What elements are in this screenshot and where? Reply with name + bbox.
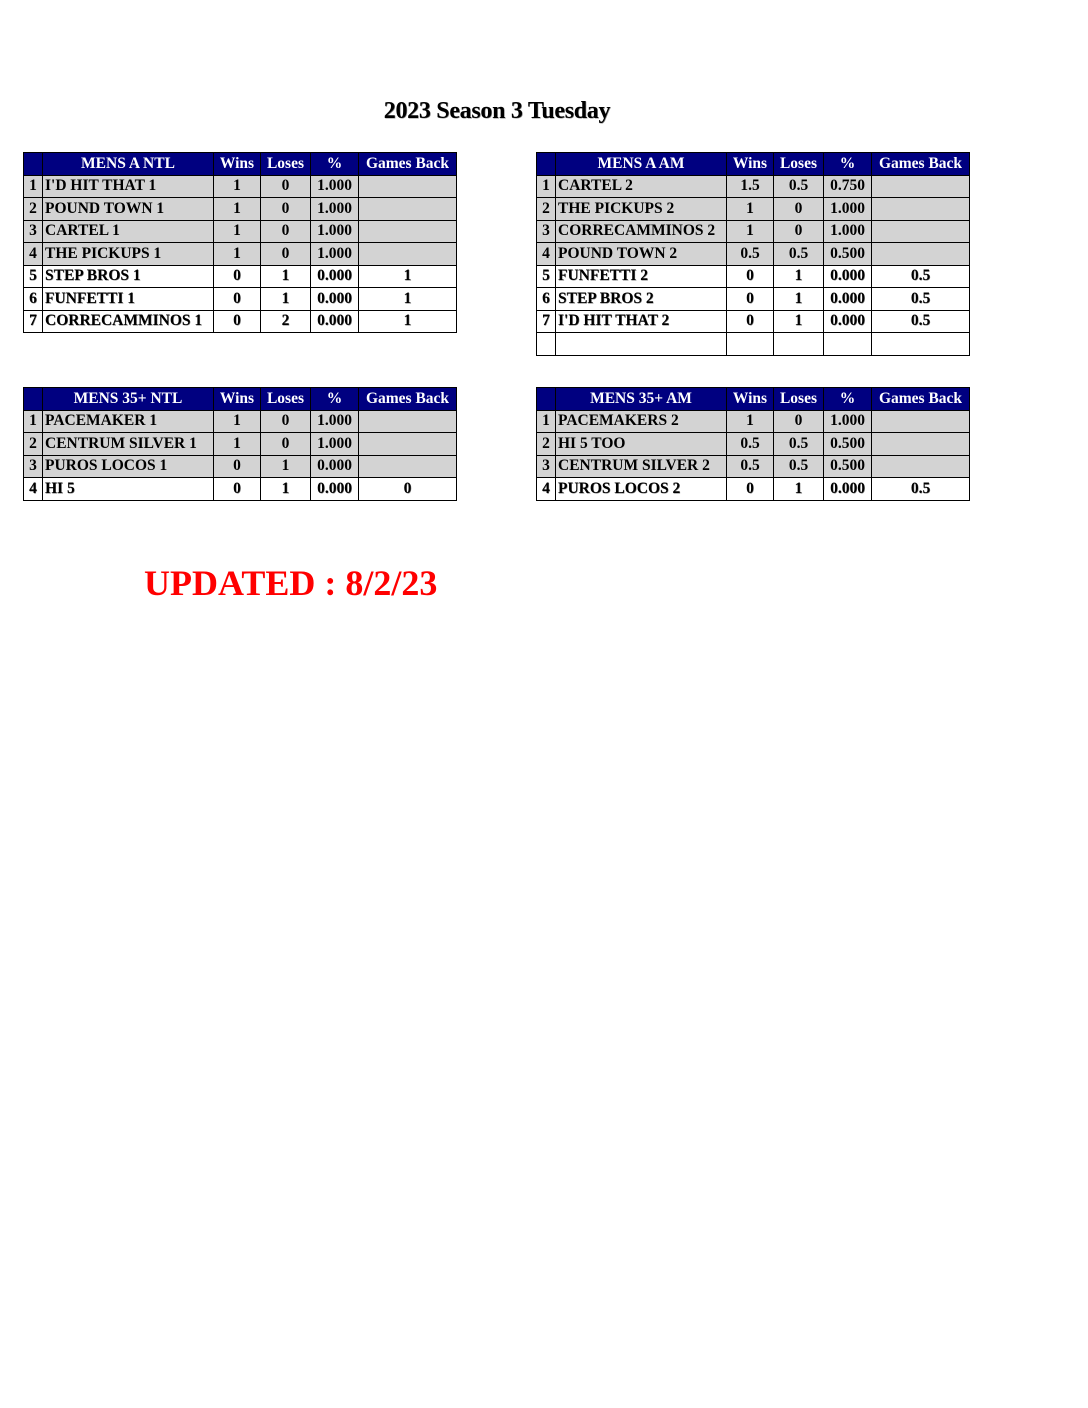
pct-header: % [311,153,359,176]
rank-header [24,153,43,176]
loses-cell: 1 [261,265,311,288]
wins-header: Wins [214,388,261,411]
table-row [537,265,970,288]
updated-date: UPDATED : 8/2/23 [144,563,438,603]
team-cell: CENTRUM SILVER 2 [556,455,727,478]
rank-header [24,388,43,411]
table-row [537,198,970,221]
pct-cell: 0.000 [824,288,872,311]
games-back-header: Games Back [359,388,457,411]
games-back-cell [359,455,457,478]
team-cell: STEP BROS 2 [556,288,727,311]
wins-cell: 0.5 [727,433,774,456]
team-cell: HI 5 [43,478,214,501]
table-row [537,433,970,456]
pct-cell: 0.000 [824,478,872,501]
loses-cell: 1 [261,478,311,501]
games-back-cell [872,410,970,433]
table-row [537,243,970,266]
pct-cell: 1.000 [824,220,872,243]
table-row [537,455,970,478]
rank-cell: 6 [24,288,43,311]
table-header-row [24,153,457,176]
games-back-cell [872,433,970,456]
table-row [24,288,457,311]
wins-cell: 1 [214,410,261,433]
pct-header: % [824,153,872,176]
games-back-header: Games Back [872,153,970,176]
games-back-cell [872,175,970,198]
division-header: MENS 35+ AM [556,388,727,411]
team-cell: POUND TOWN 1 [43,198,214,221]
pct-cell: 1.000 [311,198,359,221]
team-cell: PUROS LOCOS 1 [43,455,214,478]
games-back-cell [872,455,970,478]
rank-cell: 2 [537,433,556,456]
loses-cell: 0.5 [774,433,824,456]
loses-cell: 1 [774,265,824,288]
division-header: MENS A AM [556,153,727,176]
wins-cell: 1 [214,243,261,266]
table-row [537,310,970,333]
games-back-cell [359,198,457,221]
wins-cell: 0 [214,265,261,288]
rank-cell: 1 [537,410,556,433]
wins-cell: 1.5 [727,175,774,198]
pct-cell [824,333,872,356]
wins-cell: 1 [214,198,261,221]
rank-cell: 1 [537,175,556,198]
wins-cell: 1 [727,410,774,433]
pct-cell: 0.000 [311,310,359,333]
wins-header: Wins [727,388,774,411]
team-cell: CORRECAMMINOS 2 [556,220,727,243]
division-header: MENS 35+ NTL [43,388,214,411]
pct-cell: 1.000 [311,243,359,266]
games-back-cell [359,410,457,433]
loses-header: Loses [261,388,311,411]
rank-cell: 2 [537,198,556,221]
loses-cell: 0.5 [774,175,824,198]
table-row [537,478,970,501]
table-row [537,288,970,311]
standings-table-mens-a-am [536,152,970,356]
team-cell: THE PICKUPS 2 [556,198,727,221]
games-back-cell: 0.5 [872,265,970,288]
wins-cell: 1 [214,433,261,456]
rank-cell: 7 [537,310,556,333]
pct-header: % [311,388,359,411]
games-back-cell: 1 [359,288,457,311]
table-row [537,410,970,433]
loses-cell: 0.5 [774,243,824,266]
loses-cell: 0 [774,220,824,243]
pct-cell: 1.000 [311,410,359,433]
pct-cell: 0.500 [824,433,872,456]
division-header: MENS A NTL [43,153,214,176]
rank-cell: 3 [537,220,556,243]
wins-cell: 0 [727,310,774,333]
rank-cell: 5 [24,265,43,288]
wins-cell: 0 [727,288,774,311]
pct-cell: 0.500 [824,455,872,478]
table-row [24,243,457,266]
rank-cell: 4 [24,478,43,501]
rank-cell: 2 [24,433,43,456]
games-back-header: Games Back [872,388,970,411]
pct-cell: 0.500 [824,243,872,266]
games-back-cell [872,198,970,221]
team-cell: PUROS LOCOS 2 [556,478,727,501]
wins-header: Wins [214,153,261,176]
table-row [24,220,457,243]
rank-cell: 1 [24,410,43,433]
pct-cell: 1.000 [824,410,872,433]
rank-cell: 1 [24,175,43,198]
team-cell: CENTRUM SILVER 1 [43,433,214,456]
table-row [24,265,457,288]
loses-header: Loses [774,388,824,411]
team-cell: I'D HIT THAT 1 [43,175,214,198]
games-back-cell [359,220,457,243]
loses-cell [774,333,824,356]
table-header-row [537,153,970,176]
pct-cell: 0.000 [311,288,359,311]
loses-cell: 0 [774,198,824,221]
table-header-row [537,388,970,411]
team-cell: FUNFETTI 2 [556,265,727,288]
wins-cell: 1 [727,220,774,243]
pct-cell: 0.750 [824,175,872,198]
loses-cell: 1 [261,288,311,311]
pct-cell: 0.000 [824,265,872,288]
loses-header: Loses [774,153,824,176]
loses-header: Loses [261,153,311,176]
standings-table-mens-a-ntl [23,152,457,333]
pct-cell: 0.000 [311,265,359,288]
games-back-cell: 1 [359,265,457,288]
rank-cell: 4 [537,478,556,501]
games-back-cell [872,333,970,356]
loses-cell: 0 [261,410,311,433]
table-row [24,455,457,478]
loses-cell: 2 [261,310,311,333]
loses-cell: 1 [774,310,824,333]
table-row [24,478,457,501]
games-back-cell: 0.5 [872,310,970,333]
games-back-cell: 0.5 [872,478,970,501]
rank-cell: 2 [24,198,43,221]
wins-cell: 1 [214,220,261,243]
pct-cell: 0.000 [824,310,872,333]
wins-cell: 0 [214,288,261,311]
table-row [24,410,457,433]
pct-header: % [824,388,872,411]
loses-cell: 1 [261,455,311,478]
games-back-cell [359,175,457,198]
loses-cell: 1 [774,478,824,501]
rank-header [537,153,556,176]
games-back-header: Games Back [359,153,457,176]
team-cell: PACEMAKER 1 [43,410,214,433]
standings-table-mens-35-am [536,387,970,501]
wins-cell: 1 [214,175,261,198]
table-row [537,175,970,198]
team-cell: I'D HIT THAT 2 [556,310,727,333]
pct-cell: 0.000 [311,455,359,478]
games-back-cell: 0.5 [872,288,970,311]
rank-cell: 4 [537,243,556,266]
rank-cell: 7 [24,310,43,333]
team-cell: STEP BROS 1 [43,265,214,288]
pct-cell: 1.000 [311,220,359,243]
wins-cell: 0.5 [727,455,774,478]
team-cell: POUND TOWN 2 [556,243,727,266]
rank-header [537,388,556,411]
table-row [24,175,457,198]
pct-cell: 1.000 [824,198,872,221]
pct-cell: 1.000 [311,175,359,198]
page-title: 2023 Season 3 Tuesday [383,98,611,124]
table-row [537,220,970,243]
wins-cell: 0 [214,455,261,478]
wins-cell: 1 [727,198,774,221]
table-row [24,198,457,221]
wins-cell: 0 [727,265,774,288]
team-cell: HI 5 TOO [556,433,727,456]
games-back-cell: 1 [359,310,457,333]
rank-cell: 4 [24,243,43,266]
rank-cell: 3 [24,455,43,478]
loses-cell: 0.5 [774,455,824,478]
wins-cell: 0 [214,478,261,501]
table-row [24,310,457,333]
wins-cell: 0 [214,310,261,333]
loses-cell: 0 [774,410,824,433]
loses-cell: 0 [261,220,311,243]
team-cell: FUNFETTI 1 [43,288,214,311]
loses-cell: 0 [261,243,311,266]
table-row [537,333,970,356]
rank-cell: 3 [24,220,43,243]
team-cell: CORRECAMMINOS 1 [43,310,214,333]
rank-cell: 3 [537,455,556,478]
loses-cell: 0 [261,175,311,198]
team-cell: CARTEL 1 [43,220,214,243]
pct-cell: 1.000 [311,433,359,456]
standings-table-mens-35-ntl [23,387,457,501]
loses-cell: 0 [261,198,311,221]
wins-header: Wins [727,153,774,176]
games-back-cell [872,243,970,266]
rank-cell [537,333,556,356]
wins-cell: 0 [727,478,774,501]
games-back-cell [872,220,970,243]
wins-cell: 0.5 [727,243,774,266]
games-back-cell [359,243,457,266]
loses-cell: 1 [774,288,824,311]
games-back-cell: 0 [359,478,457,501]
table-row [24,433,457,456]
wins-cell [727,333,774,356]
team-cell: PACEMAKERS 2 [556,410,727,433]
loses-cell: 0 [261,433,311,456]
team-cell: CARTEL 2 [556,175,727,198]
rank-cell: 5 [537,265,556,288]
team-cell [556,333,727,356]
team-cell: THE PICKUPS 1 [43,243,214,266]
rank-cell: 6 [537,288,556,311]
games-back-cell [359,433,457,456]
table-header-row [24,388,457,411]
pct-cell: 0.000 [311,478,359,501]
